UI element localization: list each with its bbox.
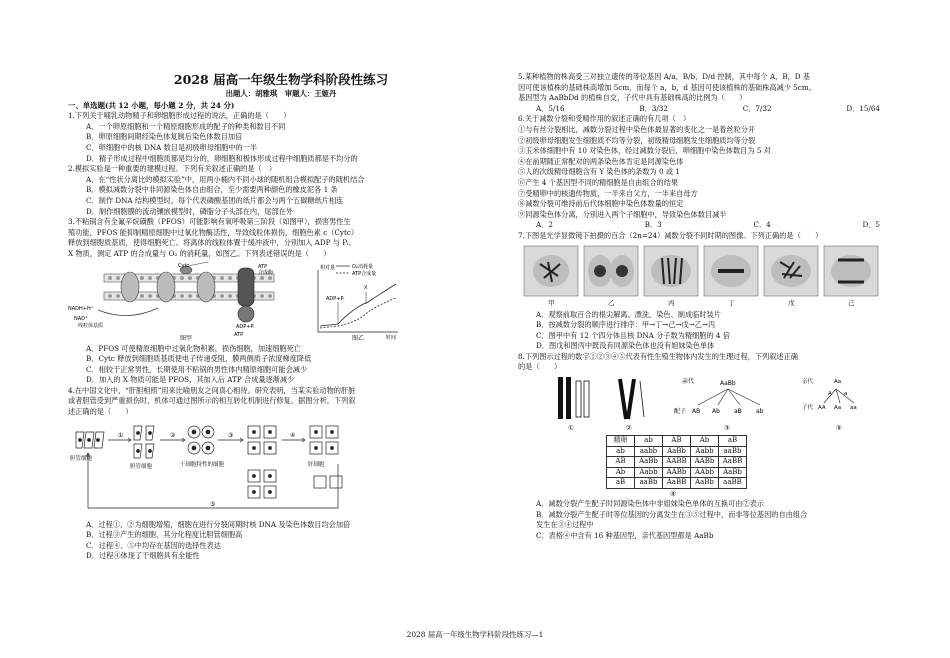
mitochondrial-membrane-diagram xyxy=(98,262,274,322)
table-cell: AABB xyxy=(663,457,691,468)
q3-stem-line2: 殖功能，PFOS 能抑制精原细胞中过氧化物酶活性，导致线粒体损伤，细胞色素 c（Cytc） xyxy=(68,227,359,237)
q7-option-d: D．图戊和图丙中既没有同源染色体也没有姐妹染色单体 xyxy=(536,341,715,351)
q6-option-c: C．4 xyxy=(753,220,771,230)
cell-label-hepatocyte: 肝细胞 xyxy=(308,461,325,468)
label-matrix: 线粒体基质 xyxy=(78,322,104,329)
question-7 xyxy=(518,231,898,352)
table-header-cell: ab xyxy=(635,436,663,447)
table-header-cell: Ab xyxy=(691,436,719,447)
label-parent: 亲代 xyxy=(682,378,695,386)
q3-figure xyxy=(68,262,494,342)
question-2 xyxy=(68,164,494,217)
q6-stem: 6.关于减数分裂和受精作用的叙述正确的有几项（ ） xyxy=(518,114,691,124)
q4-option-c: C．过程④、⑤中均存在基因的选择性表达 xyxy=(86,540,221,550)
section-heading: 一、单选题(共 12 小题，每小题 2 分，共 24 分) xyxy=(68,100,235,110)
step-2-marker: ② xyxy=(170,431,176,439)
chromosome-diagram-2 xyxy=(620,379,644,419)
q6-item-3: ③玉米体细胞中有 10 对染色体，经过减数分裂后，卵细胞中染色体数目为 5 对 xyxy=(518,146,771,156)
micrograph-label-ji: 己 xyxy=(848,298,855,307)
q1-option-b: B．卵原细胞间期经染色体复制后染色体数目加倍 xyxy=(86,132,243,142)
q7-option-b: B．按减数分裂的顺序进行排序：甲→丁→己→戊→乙→丙 xyxy=(536,320,716,330)
q4-stem-line1: 4.在中国文化中，“肝胆相照”用来比喻朋友之间真心相待。研究表明，当某实验动物的肝脏 xyxy=(68,385,356,395)
gamete-ab-upper: AB xyxy=(692,408,701,416)
q1-stem: 1.下列关于哺乳动物精子和卵细胞形成过程的说法，正确的是（ ） xyxy=(68,111,291,121)
label-atp-synthase-2: 合成酶 xyxy=(258,269,274,276)
q5-option-c: C．7/32 xyxy=(742,103,772,113)
q5-stem-line3: 基因型为 AaBbDd 的植株自交，子代中具有基础株高的比例为（ ） xyxy=(518,93,747,103)
q8-stem-line2: 的是（ ） xyxy=(518,362,562,372)
step-4-marker: ④ xyxy=(290,431,296,439)
legend-o2: O₂消耗量 xyxy=(352,263,373,270)
q4-figure xyxy=(68,420,494,518)
q5-options xyxy=(518,104,898,115)
cell-label-bile-duct-2: 胆管细胞 xyxy=(130,463,153,470)
table-cell: Aabb xyxy=(635,467,663,478)
label-nadh: NADH+H⁺ xyxy=(68,305,94,312)
q6-item-4: ④在前期随正常配对的两条染色体肯定是同源染色体 xyxy=(518,156,684,166)
gamete-ab-lower: ab xyxy=(756,408,764,416)
q8-stem-line1: 8.下列图示过程的数字①②③④⑤代表有性生殖生物体内发生的生理过程，下列叙述正确 xyxy=(518,351,798,361)
table-cell: aB xyxy=(607,478,635,489)
q6-item-5: ⑤人的次级精母细胞含有 Y 染色体的条数为 0 或 1 xyxy=(518,167,680,177)
q3-stem-line4: X 物质，测定 ATP 的合成量与 O₂ 的消耗量，如图乙。下列表述错误的是（ ） xyxy=(68,248,331,258)
q6-item-1: ①与有丝分裂相比，减数分裂过程中染色体最显著的变化之一是着丝粒分开 xyxy=(518,124,756,134)
label-adp: ADP+Pᵢ xyxy=(236,323,255,330)
micrograph-label-bing: 丙 xyxy=(668,298,675,307)
q2-option-a: A．在“性状分离比的模拟实验”中，用两小桶内不同小球的随机组合模拟配子的随机结合 xyxy=(86,174,365,184)
q8-option-b-line1: B．减数分裂产生配子时等位基因的分离发生在③⑤过程中，而非等位基因的自由组合 xyxy=(536,509,808,519)
table-header-cell: aB xyxy=(719,436,747,447)
q5-option-d: D．15/64 xyxy=(846,103,880,113)
q6-item-7: ⑦受精卵中的核遗传物质，一半来自父方，一半来自母方 xyxy=(518,188,698,198)
table-cell: AaBB xyxy=(663,478,691,489)
q1-option-d: D．精子形成过程中细胞质都是均分的，卵细胞和极体形成过程中细胞质都是不均分的 xyxy=(86,153,358,163)
micrograph-label-yi: 乙 xyxy=(608,298,615,307)
label-gamete-a-lower: a xyxy=(844,391,848,398)
table-cell: aaBb xyxy=(719,446,747,457)
gamete-ab-mixed-2: aB xyxy=(734,408,742,416)
q3-option-d: D．加入的 X 物质可能是 PFOS，其加入后 ATP 合成量逐渐减少 xyxy=(86,375,295,385)
micrograph-panels xyxy=(524,246,878,296)
table-cell: Ab xyxy=(607,467,635,478)
q3-figure-svg xyxy=(68,262,494,342)
q4-stem-line3: 述正确的是（ ） xyxy=(68,407,133,417)
question-1 xyxy=(68,111,494,164)
table-cell: AaBb xyxy=(635,457,663,468)
table-cell: aabb xyxy=(635,446,663,457)
q6-options xyxy=(518,220,898,231)
q7-option-a: A．观察前取百合的根尖解离、漂洗、染色、制成临时装片 xyxy=(536,309,721,319)
q2-option-c: C．制作 DNA 结构模型时，每个代表磷酸基团的纸片都会与两个五碳糖纸片相连 xyxy=(86,195,344,205)
label-gametes: 配子 xyxy=(674,408,687,416)
table-header-row xyxy=(607,436,747,447)
cell-label-bile-duct-1: 胆管细胞 xyxy=(70,455,93,462)
process-1-label: ① xyxy=(568,424,574,433)
page-title: 2028 届高一年级生物学科阶段性练习 xyxy=(173,72,389,87)
q6-option-b: B．3 xyxy=(644,220,662,230)
table-cell: AABb xyxy=(691,457,719,468)
micrograph-label-wu: 戊 xyxy=(788,298,795,307)
table-cell: aaBB xyxy=(719,478,747,489)
q6-item-6: ⑥产生 4 个基因型不同的精细胞是自由组合的结果 xyxy=(518,177,679,187)
step-1-marker: ① xyxy=(118,431,124,439)
q8-diagrams-svg xyxy=(518,375,898,433)
label-offspring: 子代 xyxy=(802,405,814,412)
process-2-label: ② xyxy=(626,424,632,433)
label-nad: NAD⁺ xyxy=(74,315,88,322)
q2-stem: 2.模拟实验是一种重要的建模过程。下列有关叙述正确的是（ ） xyxy=(68,164,277,174)
figure-yi-caption: 图乙 xyxy=(352,334,365,342)
q1-option-c: C．卵细胞中的核 DNA 数目是初级卵母细胞中的一半 xyxy=(86,142,258,152)
q4-stem-line2: 或者胆管受到严重损伤时，机体可通过图所示的相互转化机制进行修复。据图分析，下列叙 xyxy=(68,396,356,406)
table-cell: AaBb xyxy=(719,467,747,478)
label-atp-bottom: ATP xyxy=(234,331,244,338)
right-column xyxy=(518,72,898,542)
question-3 xyxy=(68,217,494,386)
offspring-Aa: Aa xyxy=(834,405,842,412)
q7-micrographs-svg xyxy=(518,244,898,308)
table-cell: AABb xyxy=(663,467,691,478)
label-parent-genotype: AaBb xyxy=(720,380,736,388)
question-6 xyxy=(518,114,898,231)
q7-option-c: C．图甲中有 12 个四分体且核 DNA 分子数为精细胞的 4 倍 xyxy=(536,330,730,340)
question-5 xyxy=(518,72,898,114)
offspring-aa: aa xyxy=(850,405,857,412)
graph-x-axis-label: 时间 xyxy=(386,334,397,341)
table-cell: ab xyxy=(607,446,635,457)
q3-option-b: B．Cytc 释放到细胞质基质使电子传递受阻，膜两侧质子浓度梯度降低 xyxy=(86,354,312,364)
table-header-cell: 精卵 xyxy=(607,436,635,447)
q5-option-b: B．3/32 xyxy=(639,103,668,113)
label-cytc: Cytc xyxy=(178,262,190,269)
table-cell: AB xyxy=(607,457,635,468)
q8-option-b-line2: 发生在③④过程中 xyxy=(536,520,594,530)
table-cell: AaBb xyxy=(691,478,719,489)
label-aa-parent: Aa xyxy=(834,379,842,386)
authors-line: 出题人：胡雅琪 审题人：王姬丹 xyxy=(225,89,337,98)
left-column xyxy=(68,72,494,562)
table-row xyxy=(607,446,747,457)
table-row xyxy=(607,457,747,468)
graph-y-axis-label: 相对量 xyxy=(320,264,336,271)
q8-option-c: C．表格④中含有 16 种基因型，亲代基因型都是 AaBb xyxy=(536,530,714,540)
label-gamete-a-upper: A xyxy=(828,391,832,398)
q6-option-d: D．5 xyxy=(862,220,880,230)
question-4 xyxy=(68,386,494,562)
q3-option-a: A．PFOS 可使精原细胞中过氧化物积累，损伤细胞，加速细胞死亡 xyxy=(86,343,301,353)
q5-option-a: A．5/16 xyxy=(536,103,565,113)
table-cell: AaBb xyxy=(663,446,691,457)
legend-atp: ATP合成量 xyxy=(352,270,377,277)
table-cell: Aabb xyxy=(691,446,719,457)
table-row xyxy=(607,478,747,489)
gamete-table-wrapper xyxy=(518,435,898,499)
table-cell: AAbb xyxy=(691,467,719,478)
q6-option-a: A．2 xyxy=(536,220,553,230)
graph-adp-label: ADP+Pᵢ xyxy=(326,295,345,302)
q2-option-b: B．模拟减数分裂中非同源染色体自由组合，至少需要两种颜色的橡皮泥各 1 条 xyxy=(86,185,338,195)
q1-option-a: A．一个卵原细胞和一个精原细胞形成的配子的种类和数目不同 xyxy=(86,121,286,131)
chromosome-diagram-1 xyxy=(558,377,589,419)
q3-stem-line3: 释放到细胞质基质，使得细胞死亡。将离体的线粒体置于缓冲液中，分别加入 ADP 与 Pᵢ、 xyxy=(68,238,356,248)
gamete-ab-mixed-1: Ab xyxy=(712,408,720,416)
q3-stem-line1: 3.不粘锅含有全氟辛烷磺酸（PFOS）可能影响有氧呼吸第三阶段（如图甲），损害男性生 xyxy=(68,217,351,227)
graph-x-label: X xyxy=(364,284,368,291)
table-number-label: ④ xyxy=(670,488,677,498)
q8-option-a: A．减数分裂产生配子时同源染色体中非姐妹染色单体的互换可由②表示 xyxy=(536,499,765,509)
q4-option-b: B．过程③产生的细胞，其分化程度比胆管细胞高 xyxy=(86,530,243,540)
step-3-marker: ③ xyxy=(228,431,234,439)
q3-option-c: C．相较于正常男性，长期使用不粘锅的男性体内精原细胞可能会减少 xyxy=(86,364,308,374)
q4-option-d: D．过程④体现了干细胞具有全能性 xyxy=(86,551,200,561)
label-parent-2: 亲代 xyxy=(802,379,814,386)
label-atp-synthase-1: ATP xyxy=(258,263,268,270)
q5-stem-line2: 因可使该植株的基础株高增加 5cm，而每个 a，b，d 基因可使该植株的基础株高减少 5cm。 xyxy=(518,82,816,92)
q2-option-d: D．制作细胞膜的流动镶嵌模型时，磷脂分子头部在内，尾部在外 xyxy=(86,206,294,216)
step-5-marker: ⑤ xyxy=(210,500,216,508)
process-3-label: ③ xyxy=(724,424,730,433)
process-5-label: ⑤ xyxy=(836,424,842,433)
table-cell: AaBB xyxy=(719,457,747,468)
question-8 xyxy=(518,352,898,542)
page-footer: 2028 届高一年级生物学科阶段性练习—1 xyxy=(406,630,544,639)
q6-item-9: ⑨同源染色体分离，分别进入两个子细胞中，导致染色体数目减半 xyxy=(518,209,727,219)
q7-stem: 7.下图是光学显微镜下拍摄的百合（2n=24）减数分裂不同时期的图像。下列正确的是（ ） xyxy=(518,230,823,240)
q7-micrographs xyxy=(518,244,898,308)
q6-item-2: ②初级卵母细胞发生细胞质不均等分裂，初级精母细胞发生细胞质均等分裂 xyxy=(518,135,756,145)
q8-diagrams xyxy=(518,375,898,433)
q4-option-a: A．过程①、②为细胞增殖，细胞在进行分裂间期时核 DNA 及染色体数目均会加倍 xyxy=(86,519,351,529)
q5-stem-line1: 5.某种植物的株高受三对独立遗传的等位基因 A/a，B/b，D/d 控制，其中每个 A，B，D 基 xyxy=(518,72,811,81)
punnett-table xyxy=(606,435,747,489)
table-header-cell: AB xyxy=(663,436,691,447)
q6-item-8: ⑧减数分裂可维持前后代体细胞中染色体数量的恒定 xyxy=(518,199,684,209)
cross-diagram xyxy=(698,389,760,405)
figure-jia-caption: 图甲 xyxy=(180,334,193,342)
table-cell: aaBb xyxy=(635,478,663,489)
micrograph-label-jia: 甲 xyxy=(548,298,555,307)
cell-label-stem-like: 干细胞特性的细胞 xyxy=(180,461,225,468)
offspring-AA: AA xyxy=(818,405,826,412)
micrograph-label-ding: 丁 xyxy=(728,298,735,307)
table-row xyxy=(607,467,747,478)
q4-figure-svg xyxy=(68,420,494,518)
